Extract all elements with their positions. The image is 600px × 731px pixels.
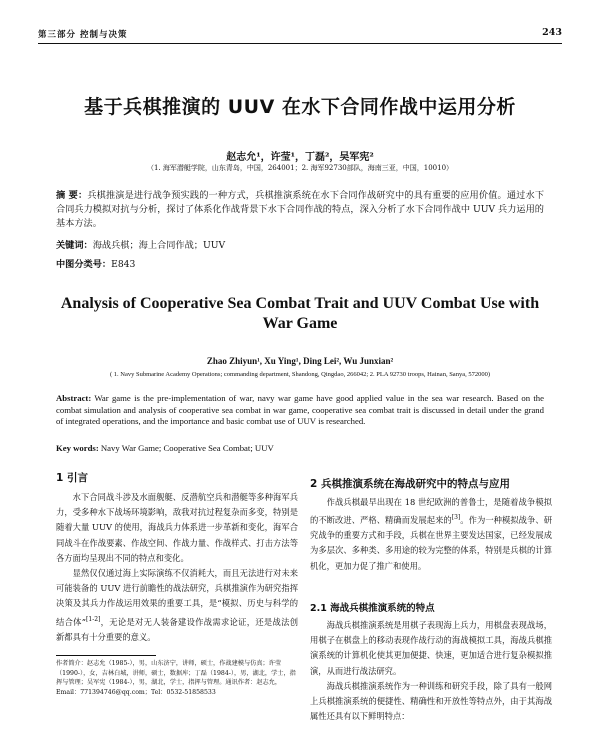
header-rule <box>38 43 562 44</box>
classification-label: 中图分类号： <box>56 259 112 270</box>
abstract-en-text: War game is the pre-implementation of war, navy war game have good applied value in the sea war research. Based on the combat simulation and analysis of cooperative sea combat in war game, cooperative sea combat trait is discussed in detail under the grand of integrated operations, and the importance and basic combat use of UUV is researched. <box>56 393 544 426</box>
s2-p1-tail: 。作为一种模拟战争、研究战争的重要方式和手段，兵棋在世界主要发达国家，已经发展成为多层次、多种类、多用途的较为完整的体系，特别是兵棋的计算机化，更加力促了推广和使用。 <box>310 514 552 571</box>
section2-paragraph-1 <box>310 495 552 574</box>
subsection-2-1-heading: 2.1 海战兵棋推演系统的特点 <box>310 603 435 614</box>
intro-p2-text: 显然仅仅通过海上实际演练不仅消耗大，而且无法进行对未来可能装备的 UUV 进行前瞻性的战法研究，兵棋推演作为研究指挥决策及其兵力作战运用效果的重要工具，是“模拟、历史与科学的结合体” <box>56 568 298 627</box>
keywords-en-label: Key words: <box>56 443 99 453</box>
title-chinese: 基于兵棋推演的 UUV 在水下合同作战中运用分析 <box>84 96 516 118</box>
intro-paragraph-1: 水下合同战斗涉及水面舰艇、反潜航空兵和潜艇等多种海军兵力，受多种水下战场环境影响，敌我对抗过程复杂而多变，特别是随着大量 UUV 的使用，海战兵力体系进一步革新和变化，海军合同战斗在作战要素、作战空间、作战力量、作战样式、打击方法等各方面均呈现出不同的特点和变化。 <box>56 492 298 563</box>
affiliation-chinese: （1. 海军潜艇学院，山东青岛，中国，264001；2. 海军92730部队，海南三亚，中国，10010） <box>146 164 454 172</box>
section-2-heading: 2 兵棋推演系统在海战研究中的特点与应用 <box>310 478 510 490</box>
footnote-rule <box>56 655 156 656</box>
left-column <box>56 490 298 645</box>
section2-paragraph-3: 海战兵棋推演系统作为一种训练和研究手段，除了具有一般网上兵棋推演系统的便捷性、精确性和开放性等特点外，由于其海战属性还具有以下鲜明特点： <box>310 680 552 722</box>
section2-paragraph-2: 海战兵棋推演系统是用棋子表现海上兵力，用棋盘表现战场，用棋子在棋盘上的移动表现作战行动的海战模拟工具，海战兵棋推演系统的计算机化使其更加便捷、快速，更加适合进行复杂模拟推演，从而进行战法研究。 <box>310 620 552 676</box>
citation: [3] <box>451 514 461 522</box>
right-column-bottom <box>310 618 552 724</box>
author-footnote: 作者简介：赵志允（1985-），男，山东济宁，讲师，硕士，作战建模与仿真；许莹（1990-），女，吉林白城，讲师，硕士，数据库；丁磊（1984-），男，湖北，学士，指挥与管理；吴军宪（1984-），男，湖北，学士，指挥与管理。通讯作者：赵志允，Email：771394746@qq.com；Tel：0532-51858533 <box>56 660 296 696</box>
abstract-label: 摘 要： <box>56 190 88 201</box>
keywords-english <box>56 443 274 453</box>
page-number: 243 <box>542 27 562 38</box>
keywords-label: 关键词： <box>56 240 93 251</box>
intro-p2-tail: ，无论是对无人装备建设作战需求论证，还是战法创新都具有十分重要的意义。 <box>56 616 298 642</box>
running-header <box>38 26 562 42</box>
citation: [1-2] <box>86 615 101 623</box>
classification-value: E843 <box>111 259 136 270</box>
title-english: Analysis of Cooperative Sea Combat Trait and UUV Combat Use with War Game <box>60 295 540 332</box>
intro-paragraph-2 <box>56 566 298 645</box>
authors-chinese: 赵志允¹，许莹¹，丁磊²，吴军宪² <box>226 152 374 163</box>
section-1-heading: 1 引言 <box>56 472 88 484</box>
keywords-chinese <box>56 237 225 251</box>
abstract-en-label: Abstract: <box>56 393 92 403</box>
abstract-text: 兵棋推演是进行战争预实践的一种方式，兵棋推演系统在水下合同作战研究中的具有重要的应用价值。通过水下合同兵力模拟对抗与分析，探讨了体系化作战背景下水下合同作战的特点，深入分析了水下合同作战中 UUV 兵力运用的基本方法。 <box>56 190 545 229</box>
keywords-en-text: Navy War Game; Cooperative Sea Combat; UUV <box>100 443 274 453</box>
keywords-text: 海战兵棋；海上合同作战；UUV <box>92 240 226 251</box>
s2-p1-text: 作战兵棋最早出现在 18 世纪欧洲的普鲁士，是随着战争模拟的不断改进、严格、精确而发展起来的 <box>310 497 552 525</box>
abstract-english <box>56 393 544 428</box>
header-section: 第三部分 控制与决策 <box>38 30 128 40</box>
affiliation-english: ( 1. Navy Submarine Academy Operations; commanding department, Shandong, Qingdao, 266042; 2. PLA 92730 troops, Hainan, Sanya, 572000) <box>109 371 490 378</box>
authors-english: Zhao Zhiyun¹, Xu Ying¹, Ding Lei², Wu Junxian² <box>206 356 394 366</box>
right-column-top <box>310 495 552 574</box>
abstract-chinese <box>56 189 544 230</box>
classification-number <box>56 256 135 270</box>
